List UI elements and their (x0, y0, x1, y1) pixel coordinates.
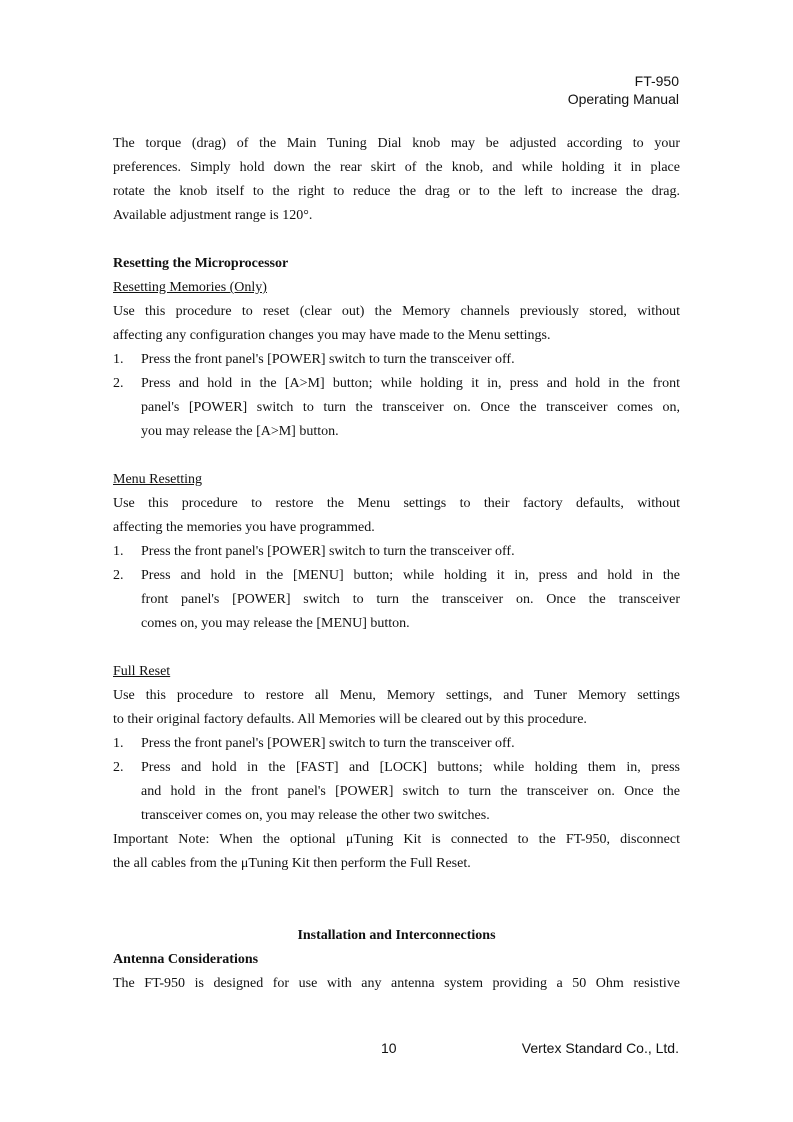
subsection-title-memories: Resetting Memories (Only) (113, 280, 267, 295)
text-line: to their original factory defaults. All Memories will be cleared out by this procedure. (113, 712, 587, 727)
step-item (113, 540, 680, 564)
text-line: the all cables from the μTuning Kit then perform the Full Reset. (113, 856, 471, 871)
text-line: affecting any configuration changes you may have made to the Menu settings. (113, 328, 551, 343)
full-steps (113, 732, 680, 828)
step-number: 2. (113, 760, 124, 775)
step-text: and hold in the front panel's [POWER] switch to turn the transceiver on. Once the (141, 784, 680, 799)
step-text: Press the front panel's [POWER] switch to turn the transceiver off. (141, 544, 515, 559)
text-line: rotate the knob itself to the right to reduce the drag or to the left to increase the drag. (113, 184, 680, 199)
full-description (113, 684, 680, 732)
text-line: affecting the memories you have programmed. (113, 520, 375, 535)
step-item (113, 732, 680, 756)
company-name: Vertex Standard Co., Ltd. (521, 1040, 679, 1056)
step-number: 2. (113, 568, 124, 583)
text-line: Use this procedure to restore all Menu, Memory settings, and Tuner Memory settings (113, 688, 680, 703)
text-line: The FT-950 is designed for use with any antenna system providing a 50 Ohm resistive (113, 976, 680, 991)
text-line: Use this procedure to reset (clear out) the Memory channels previously stored, without (113, 304, 680, 319)
step-number: 2. (113, 376, 124, 391)
text-line: The torque (drag) of the Main Tuning Dial knob may be adjusted according to your (113, 136, 680, 151)
intro-paragraph (113, 132, 680, 228)
step-number: 1. (113, 352, 124, 367)
step-text: Press and hold in the [MENU] button; while holding it in, press and hold in the (141, 568, 680, 583)
text-line: Important Note: When the optional μTuning Kit is connected to the FT-950, disconnect (113, 832, 680, 847)
step-text: comes on, you may release the [MENU] button. (141, 616, 410, 631)
step-text: panel's [POWER] switch to turn the transceiver on. Once the transceiver comes on, (141, 400, 680, 415)
step-text: you may release the [A>M] button. (141, 424, 339, 439)
menu-steps (113, 540, 680, 636)
step-text: Press the front panel's [POWER] switch to turn the transceiver off. (141, 736, 515, 751)
page-header (568, 72, 679, 108)
header-doc-type: Operating Manual (567, 91, 679, 107)
step-text: Press and hold in the [FAST] and [LOCK] buttons; while holding them in, press (141, 760, 680, 775)
subsection-title-full: Full Reset (113, 664, 171, 679)
page-content (113, 132, 680, 996)
step-item (113, 372, 680, 444)
page-number: 10 (381, 1040, 397, 1056)
subsection-title-menu: Menu Resetting (113, 472, 203, 487)
memories-steps (113, 348, 680, 444)
section-title-installation: Installation and Interconnections (297, 928, 496, 943)
text-line: Available adjustment range is 120°. (113, 208, 313, 223)
subsection-title-antenna: Antenna Considerations (113, 952, 259, 967)
step-text: front panel's [POWER] switch to turn the transceiver on. Once the transceiver (141, 592, 680, 607)
menu-description (113, 492, 680, 540)
step-item (113, 348, 680, 372)
step-number: 1. (113, 544, 124, 559)
important-note (113, 828, 680, 876)
step-text: Press the front panel's [POWER] switch to turn the transceiver off. (141, 352, 515, 367)
step-text: Press and hold in the [A>M] button; while holding it in, press and hold in the front (141, 376, 680, 391)
step-text: transceiver comes on, you may release the other two switches. (141, 808, 490, 823)
step-item (113, 756, 680, 828)
antenna-paragraph (113, 972, 680, 996)
text-line: preferences. Simply hold down the rear skirt of the knob, and while holding it in place (113, 160, 680, 175)
step-number: 1. (113, 736, 124, 751)
text-line: Use this procedure to restore the Menu settings to their factory defaults, without (113, 496, 680, 511)
section-title-reset: Resetting the Microprocessor (113, 256, 289, 271)
memories-description (113, 300, 680, 348)
step-item (113, 564, 680, 636)
header-model: FT-950 (634, 73, 679, 89)
